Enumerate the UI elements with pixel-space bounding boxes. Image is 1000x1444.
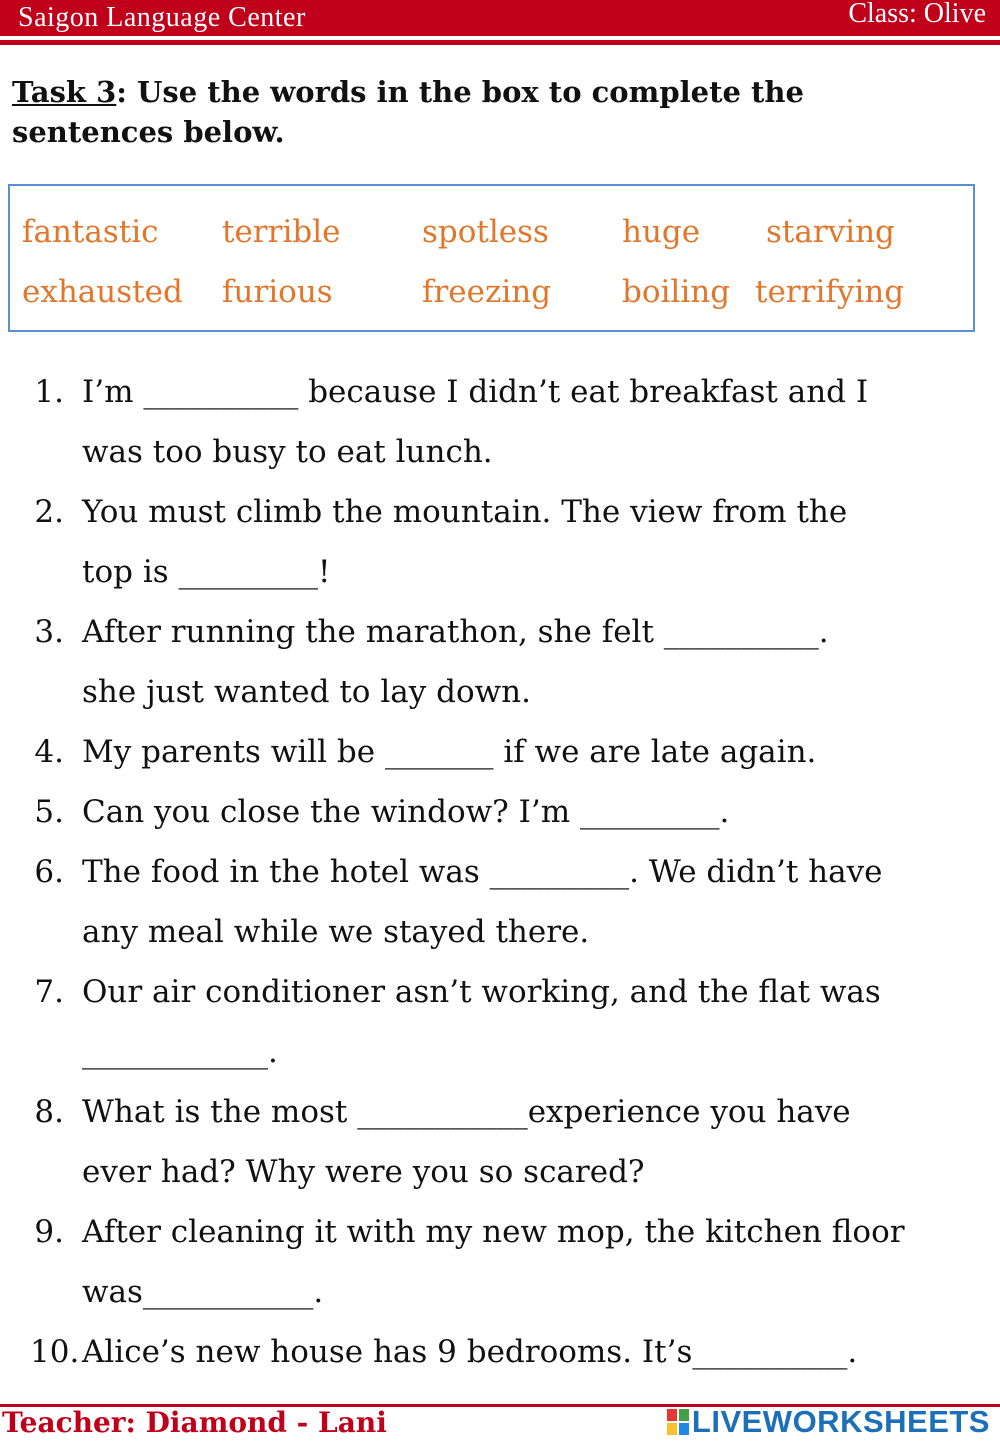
question-continuation: was___________.: [82, 1274, 324, 1310]
liveworksheets-logo-icon: [667, 1409, 689, 1435]
teacher-name: Teacher: Diamond - Lani: [2, 1406, 387, 1439]
question-text: My parents will be _______ if we are late again.: [82, 734, 817, 770]
word-bank-item: fantastic: [22, 214, 159, 250]
question-continuation: top is _________!: [82, 554, 331, 590]
brand-text: LIVEWORKSHEETS: [691, 1404, 990, 1439]
question-text: Can you close the window? I’m _________.: [82, 794, 730, 830]
question-text: After cleaning it with my new mop, the kitchen floor: [82, 1214, 905, 1250]
word-bank-item: exhausted: [22, 274, 183, 310]
question-text: Our air conditioner asn’t working, and the flat was: [82, 974, 881, 1010]
school-name: Saigon Language Center: [18, 2, 306, 33]
word-bank-item: terrible: [222, 214, 341, 250]
question-number: 6.: [34, 854, 64, 890]
question-number: 4.: [34, 734, 64, 770]
word-box: [8, 184, 975, 332]
task-text: : Use the words in the box to complete the sentences below.: [12, 75, 804, 149]
question-text: I’m __________ because I didn’t eat breakfast and I: [82, 374, 869, 410]
task-instruction: [12, 72, 972, 152]
question-number: 7.: [34, 974, 64, 1010]
question-number: 9.: [34, 1214, 64, 1250]
task-label: Task 3: [12, 75, 117, 109]
question-continuation: ever had? Why were you so scared?: [82, 1154, 645, 1190]
liveworksheets-brand: [667, 1404, 990, 1440]
question-number: 5.: [34, 794, 64, 830]
question-text: You must climb the mountain. The view from the: [82, 494, 848, 530]
question-continuation: she just wanted to lay down.: [82, 674, 531, 710]
question-continuation: ____________.: [82, 1034, 278, 1070]
question-number: 1.: [34, 374, 64, 410]
question-continuation: any meal while we stayed there.: [82, 914, 590, 950]
header-rule: [0, 40, 1000, 45]
question-number: 8.: [34, 1094, 64, 1130]
class-label: Class: Olive: [848, 0, 986, 29]
question-number: 10.: [30, 1334, 80, 1370]
word-bank-item: starving: [766, 214, 895, 250]
question-text: After running the marathon, she felt __________.: [82, 614, 829, 650]
word-bank-item: huge: [622, 214, 701, 250]
word-bank-item: boiling: [622, 274, 731, 310]
word-bank-item: terrifying: [755, 274, 905, 310]
word-bank-item: furious: [222, 274, 333, 310]
question-number: 3.: [34, 614, 64, 650]
question-text: What is the most ___________experience you have: [82, 1094, 851, 1130]
question-number: 2.: [34, 494, 64, 530]
word-bank-item: freezing: [422, 274, 552, 310]
question-text: Alice’s new house has 9 bedrooms. It’s__________.: [82, 1334, 858, 1370]
word-bank-item: spotless: [422, 214, 549, 250]
question-text: The food in the hotel was _________. We didn’t have: [82, 854, 883, 890]
question-continuation: was too busy to eat lunch.: [82, 434, 493, 470]
